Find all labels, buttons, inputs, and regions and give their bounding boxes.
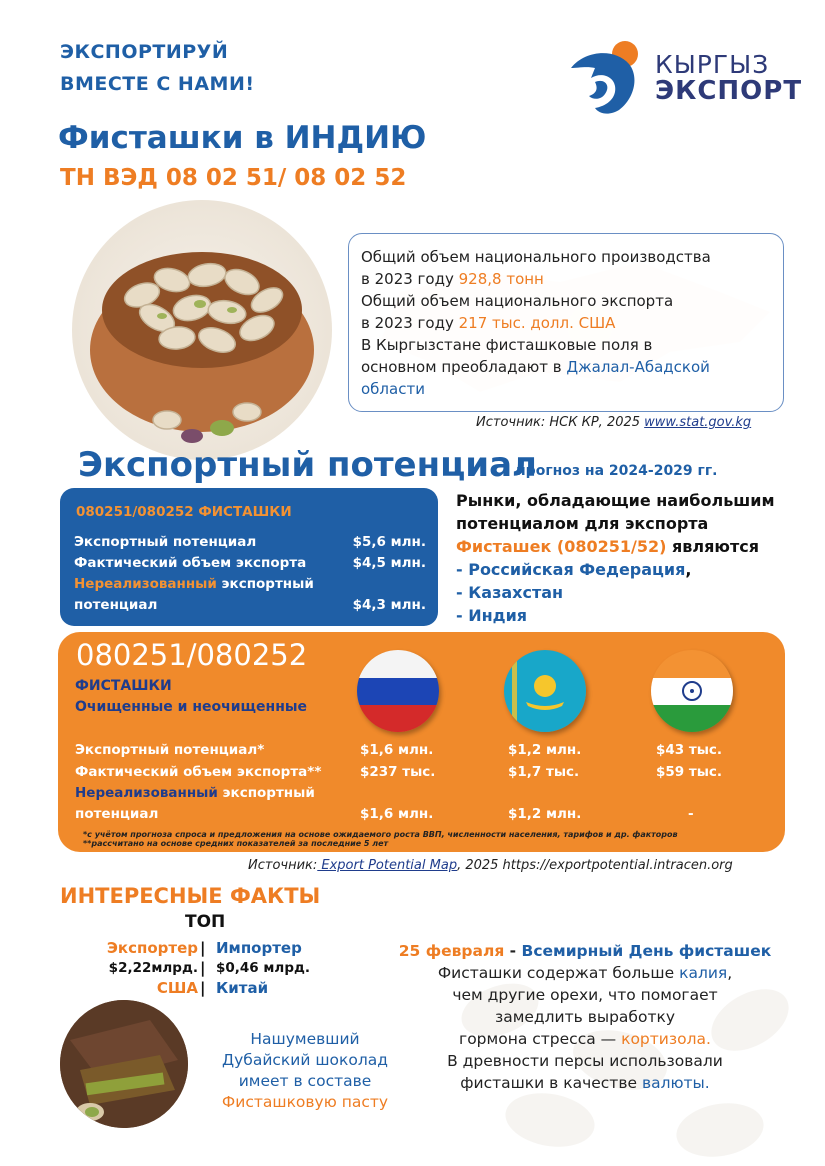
info-line6: основном преобладают в Джалал-Абадской: [361, 358, 710, 376]
export-potential-map-link[interactable]: Export Potential Map: [317, 858, 458, 873]
kazakhstan-flag-icon: [504, 650, 586, 732]
unrealized-row: Нереализованный экспортный: [74, 576, 314, 592]
unrealized-row-line2: потенциал $4,3 млн.: [74, 597, 426, 613]
orange-box-name: ФИСТАШКИ: [75, 678, 172, 694]
russia-potential: $1,6 млн.: [360, 742, 434, 758]
exporter-label: Экспортер: [106, 939, 198, 957]
export-volume: 217 тыс. долл. США: [458, 314, 616, 332]
india-unrealized: -: [688, 806, 694, 822]
dubai-chocolate-photo: [60, 1000, 188, 1128]
facts-title: ИНТЕРЕСНЫЕ ФАКТЫ: [60, 884, 321, 908]
exporter-value: $2,22млрд.: [108, 960, 198, 976]
exporter-country: США: [156, 979, 198, 997]
info-line4: в 2023 году 217 тыс. долл. США: [361, 314, 616, 332]
info-line1: Общий объем национального производства: [361, 248, 711, 266]
page-title: Фисташки в ИНДИЮ: [58, 120, 427, 156]
logo-emblem-icon: [565, 38, 655, 118]
blue-box-header: 080251/080252 ФИСТАШКИ: [76, 504, 292, 520]
orange-box-subtitle: Очищенные и неочищенные: [75, 699, 308, 715]
country-potential-box: [58, 632, 785, 852]
info-line3: Общий объем национального экспорта: [361, 292, 674, 310]
logo-line2: ЭКСПОРТ: [655, 76, 803, 106]
source-note-1: Источник: НСК КР, 2025 www.stat.gov.kg: [476, 415, 752, 430]
ob-actual-label: Фактический объем экспорта**: [75, 764, 322, 780]
kazakhstan-potential: $1,2 млн.: [508, 742, 582, 758]
chocolate-fact: Нашумевший Дубайский шоколад имеет в составе Фисташковую пасту: [221, 1030, 389, 1111]
pistachio-day-fact: 25 февраля - Всемирный День фисташек Фисташки содержат больше калия, чем другие орехи, что помогает замедлить выработку гормона стресса — кортизола. В древности персы использовали фисташки в качестве валюты.: [380, 940, 790, 1094]
pistachio-bowl-photo: [72, 200, 332, 460]
market-russia: - Российская Федерация: [456, 560, 686, 579]
hs-code: ТН ВЭД 08 02 51/ 08 02 52: [60, 165, 407, 191]
potential-row: Экспортный потенциал $5,6 млн.: [74, 534, 426, 550]
logo-line1: КЫРГЫЗ: [655, 50, 770, 79]
russia-actual: $237 тыс.: [360, 764, 436, 780]
slogan: [60, 36, 255, 100]
india-flag-icon: [651, 650, 733, 732]
facts-top-label: ТОП: [185, 912, 226, 932]
russia-unrealized: $1,6 млн.: [360, 806, 434, 822]
importer-value: $0,46 млрд.: [216, 960, 311, 976]
stat-gov-link[interactable]: www.stat.gov.kg: [644, 415, 752, 430]
orange-box-code: 080251/080252: [76, 638, 308, 672]
source-note-2: Источник: Export Potential Map, 2025 https://exportpotential.intracen.org: [248, 858, 733, 873]
region-name: Джалал-Абадской: [566, 358, 710, 376]
kazakhstan-unrealized: $1,2 млн.: [508, 806, 582, 822]
info-line7: области: [361, 380, 425, 398]
info-line5: В Кыргызстане фисташковые поля в: [361, 336, 653, 354]
ob-unrealized-label-line2: потенциал: [75, 806, 159, 822]
production-info-box: [348, 233, 784, 412]
market-kazakhstan: - Казахстан: [456, 583, 564, 602]
kyrgyz-export-logo: [565, 38, 803, 118]
actual-export-row: Фактический объем экспорта $4,5 млн.: [74, 555, 426, 571]
pistachio-day-heading: 25 февраля - Всемирный День фисташек: [398, 942, 772, 960]
ob-unrealized-label: Нереализованный экспортный: [75, 785, 315, 801]
footnotes: *с учётом прогноза спроса и предложения на основе ожидаемого роста ВВП, численности населения, тарифов и др. факторов **рассчитано на основе средних показателей за последние 5 лет: [83, 830, 678, 848]
ob-potential-label: Экспортный потенциал*: [75, 742, 265, 758]
market-india: - Индия: [456, 606, 528, 625]
importer-country: Китай: [216, 979, 269, 997]
info-line2: в 2023 году 928,8 тонн: [361, 270, 544, 288]
russia-flag-icon: [357, 650, 439, 732]
importer-label: Импортер: [216, 939, 302, 957]
production-volume: 928,8 тонн: [458, 270, 544, 288]
export-potential-title: Экспортный потенциал: [78, 445, 537, 485]
india-actual: $59 тыс.: [656, 764, 723, 780]
total-potential-box: [60, 488, 438, 626]
kazakhstan-actual: $1,7 тыс.: [508, 764, 580, 780]
india-potential: $43 тыс.: [656, 742, 723, 758]
slogan-line1: ЭКСПОРТИРУЙ: [60, 41, 229, 63]
forecast-period: прогноз на 2024-2029 гг.: [516, 463, 718, 479]
slogan-line2: ВМЕСТЕ С НАМИ!: [60, 73, 255, 95]
top-trade-table: Экспортер | Импортер $2,22млрд. | $0,46 млрд. США | Китай: [106, 939, 311, 997]
markets-text: Рынки, обладающие наибольшим потенциалом для экспорта Фисташек (080251/52) являются - Российская Федерация, - Казахстан - Индия: [456, 489, 796, 627]
